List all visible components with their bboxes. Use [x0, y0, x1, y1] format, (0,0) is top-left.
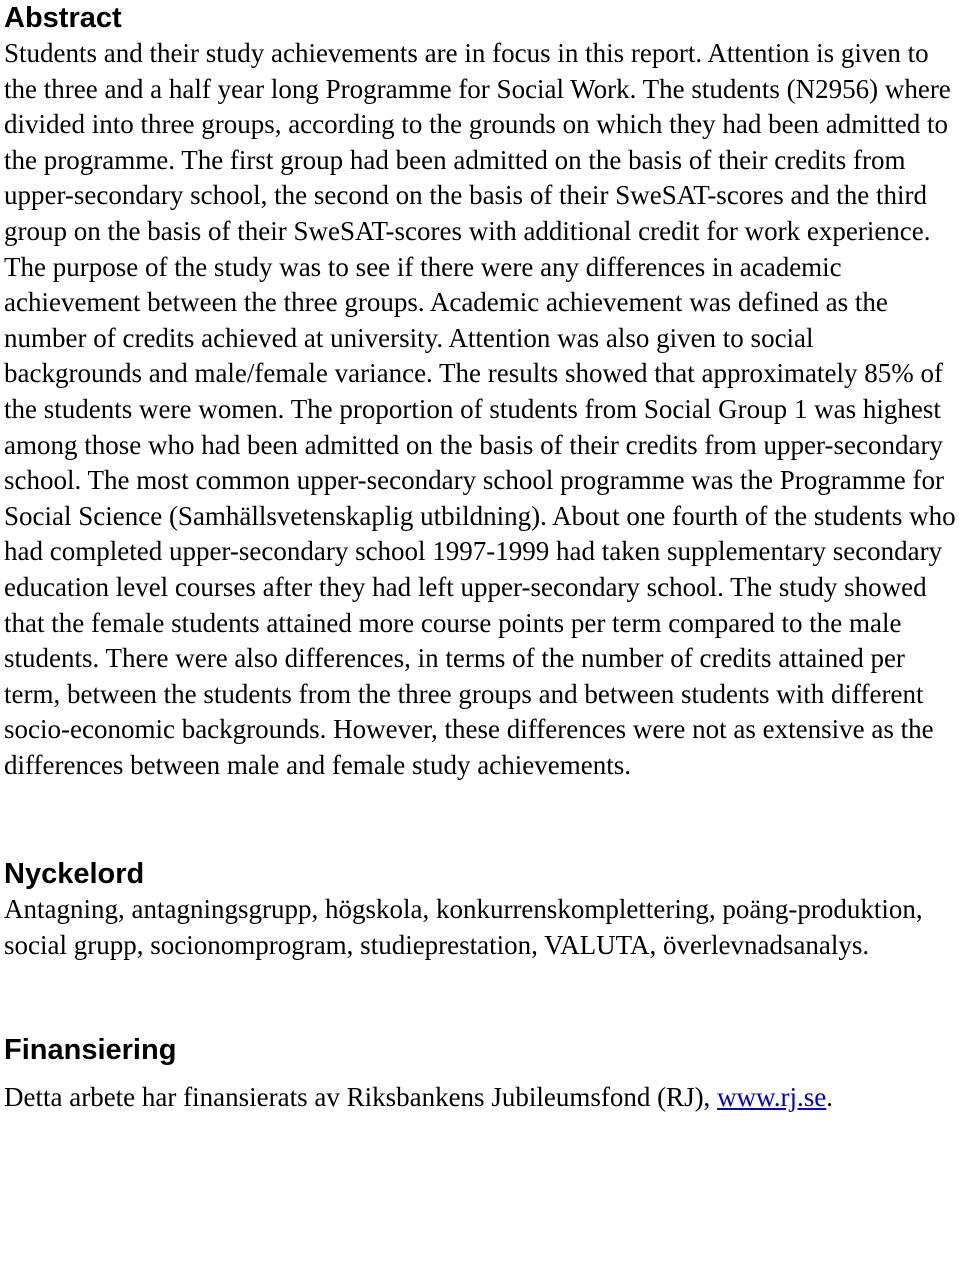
nyckelord-text: Antagning, antagningsgrupp, högskola, konkurrenskomplettering, poäng-produktion, social grupp, socionomprogram, studieprestation, VALUTA, överlevnadsanalys.: [4, 894, 923, 961]
rj-website-link[interactable]: www.rj.se: [717, 1081, 827, 1112]
nyckelord-heading: Nyckelord: [4, 858, 145, 891]
nyckelord-section: [4, 856, 956, 963]
finansiering-text-before-link: Detta arbete har finansierats av Riksbankens Jubileumsfond (RJ),: [4, 1081, 718, 1112]
finansiering-section: [4, 1032, 956, 1116]
abstract-heading: Abstract: [4, 2, 122, 34]
finansiering-text: [4, 1080, 956, 1116]
abstract-section: [4, 0, 956, 783]
abstract-text: Students and their study achievements are in focus in this report. Attention is given to the three and a half year long Programme for Social Work. The students (N2956) where divided into three groups, according to the grounds on which they had been admitted to the programme. The first group had been admitted on the basis of their credits from upper-secondary school, the second on the basis of their SweSAT-scores and the third group on the basis of their SweSAT-scores with additional credit for work experience. The purpose of the study was to see if there were any differences in academic achievement between the three groups. Academic achievement was defined as the number of credits achieved at university. Attention was also given to social backgrounds and male/female variance. The results showed that approximately 85% of the students were women. The proportion of students from Social Group 1 was highest among those who had been admitted on the basis of their credits from upper-secondary school. The most common upper-secondary school programme was the Programme for Social Science (Samhällsvetenskaplig utbildning). About one fourth of the students who had completed upper-secondary school 1997-1999 had taken supplementary secondary education level courses after they had left upper-secondary school. The study showed that the female students attained more course points per term compared to the male students. There were also differences, in terms of the number of credits attained per term, between the students from the three groups and between students with different socio-economic backgrounds. However, these differences were not as extensive as the differences between male and female study achievements.: [4, 38, 956, 780]
finansiering-text-after-link: .: [826, 1081, 834, 1112]
finansiering-heading: Finansiering: [4, 1033, 177, 1066]
